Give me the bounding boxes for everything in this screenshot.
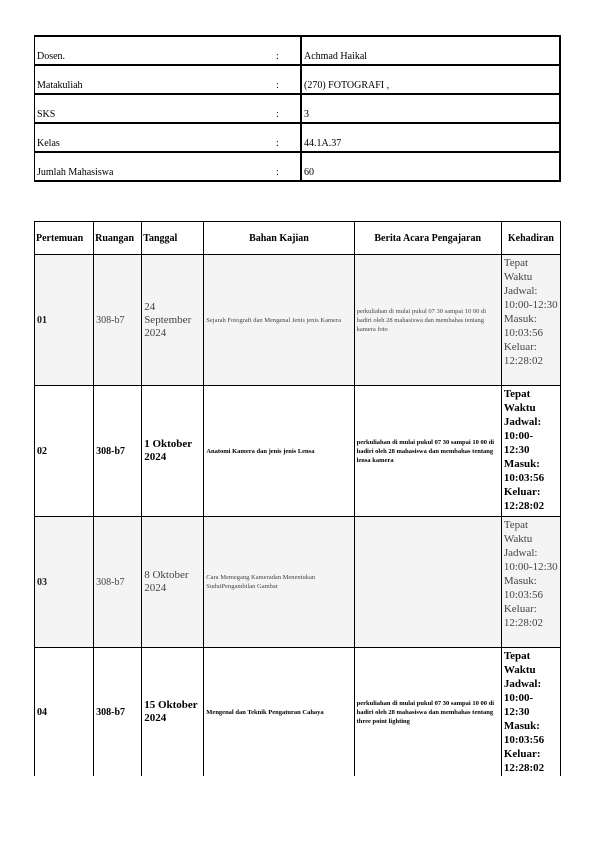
info-label: Matakuliah (35, 65, 274, 94)
info-row-sks (35, 94, 561, 123)
date: 1 Oktober 2024 (142, 386, 204, 517)
attendance-schedule: Jadwal: 10:00-12:30 (503, 285, 558, 311)
attendance (501, 517, 560, 648)
info-row-kelas (35, 123, 561, 152)
info-value-sks: 3 (301, 94, 560, 123)
header-tanggal: Tanggal (142, 222, 204, 255)
info-row-dosen (35, 36, 561, 65)
info-separator: : (273, 123, 301, 152)
attendance-check-in: Masuk: 10:03:56 (503, 313, 543, 339)
meeting-number: 02 (35, 386, 94, 517)
attendance (501, 648, 560, 777)
header-kehadiran: Kehadiran (501, 222, 560, 255)
attendance-check-in: Masuk: 10:03:56 (503, 720, 545, 746)
attendance-status: Tepat Waktu (503, 650, 536, 676)
meeting-number: 04 (35, 648, 94, 777)
info-label: SKS (35, 94, 274, 123)
attendance-status: Tepat Waktu (503, 388, 536, 414)
study-material: Mengenal dan Teknik Pengaturan Cahaya (204, 648, 354, 777)
attendance-schedule: Jadwal: 10:00-12:30 (503, 678, 542, 718)
info-value-jumlah-mahasiswa: 60 (301, 152, 560, 181)
info-separator: : (273, 152, 301, 181)
room: 308-b7 (94, 386, 142, 517)
attendance-check-out: Keluar: 12:28:02 (503, 341, 543, 367)
attendance (501, 386, 560, 517)
info-value-dosen: Achmad Haikal (301, 36, 560, 65)
attendance-check-out: Keluar: 12:28:02 (503, 603, 543, 629)
table-row (35, 255, 561, 386)
meeting-number: 01 (35, 255, 94, 386)
teaching-report: perkuliahan di mulai pukul 07 30 sampai 10 00 di hadiri oleh 28 mahasiswa dan membahas tentang three point lighting (354, 648, 501, 777)
course-info-table (34, 35, 561, 182)
attendance-check-in: Masuk: 10:03:56 (503, 458, 545, 484)
header-ruangan: Ruangan (94, 222, 142, 255)
info-separator: : (273, 94, 301, 123)
info-separator: : (273, 36, 301, 65)
info-label: Jumlah Mahasiswa (35, 152, 274, 181)
header-pertemuan: Pertemuan (35, 222, 94, 255)
attendance-check-out: Keluar: 12:28:02 (503, 748, 545, 774)
header-bahan-kajian: Bahan Kajian (204, 222, 354, 255)
info-row-jumlah-mahasiswa (35, 152, 561, 181)
room: 308-b7 (94, 517, 142, 648)
attendance-check-in: Masuk: 10:03:56 (503, 575, 543, 601)
info-value-kelas: 44.1A.37 (301, 123, 560, 152)
attendance-schedule: Jadwal: 10:00-12:30 (503, 547, 558, 573)
schedule-table (34, 221, 561, 776)
info-value-matakuliah: (270) FOTOGRAFI , (301, 65, 560, 94)
attendance-schedule: Jadwal: 10:00-12:30 (503, 416, 542, 456)
schedule-header-row (35, 222, 561, 255)
attendance-status: Tepat Waktu (503, 257, 533, 283)
info-label: Dosen. (35, 36, 274, 65)
meeting-number: 03 (35, 517, 94, 648)
info-row-matakuliah (35, 65, 561, 94)
date: 24 September 2024 (142, 255, 204, 386)
study-material: Cara Memegang Kameradan Menentukan SudutPengambilan Gambar (204, 517, 354, 648)
date: 8 Oktober 2024 (142, 517, 204, 648)
teaching-report: perkuliahan di mulai pukul 07 30 sampai 10 00 di hadiri oleh 28 mahasiswa dan membahas tentang lensa kamera (354, 386, 501, 517)
room: 308-b7 (94, 648, 142, 777)
table-row (35, 648, 561, 777)
info-separator: : (273, 65, 301, 94)
attendance (501, 255, 560, 386)
table-row (35, 517, 561, 648)
header-berita-acara: Berita Acara Pengajaran (354, 222, 501, 255)
room: 308-b7 (94, 255, 142, 386)
attendance-check-out: Keluar: 12:28:02 (503, 486, 545, 512)
attendance-status: Tepat Waktu (503, 519, 533, 545)
study-material: Anatomi Kamera dan jenis jenis Lensa (204, 386, 354, 517)
teaching-report: perkuliahan di mulai pukul 07 30 sampai 10 00 di hadiri oleh 28 mahasiswa dan membahas tentang kamera foto (354, 255, 501, 386)
date: 15 Oktober 2024 (142, 648, 204, 777)
study-material: Sejarah Fotografi dan Mengenal Jenis jenis Kamera (204, 255, 354, 386)
teaching-report (354, 517, 501, 648)
info-label: Kelas (35, 123, 274, 152)
table-row (35, 386, 561, 517)
